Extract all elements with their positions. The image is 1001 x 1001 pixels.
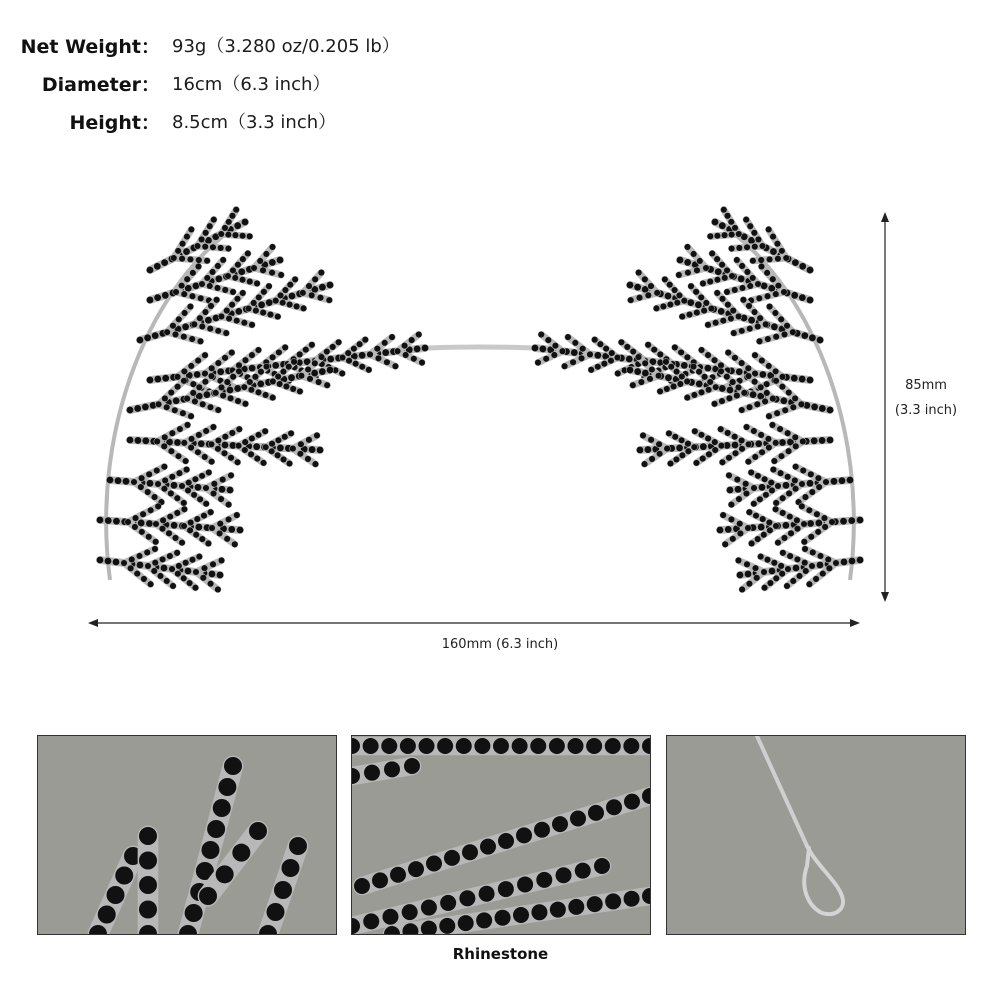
spec-value: 8.5cm（3.3 inch）	[172, 112, 337, 133]
spec-label: Height：	[69, 112, 160, 134]
spec-row-net-weight	[0, 32, 420, 70]
detail-photo-rhinestone-closeup	[351, 735, 651, 935]
tiara-dimension-diagram	[0, 190, 1001, 670]
photo-1-image	[38, 736, 336, 934]
height-label-inch: (3.3 inch)	[894, 403, 958, 418]
spec-label: Net Weight：	[20, 36, 160, 58]
caption: Rhinestone	[452, 945, 549, 963]
photo-2-image	[352, 736, 650, 934]
tiara-illustration	[97, 207, 864, 593]
photo-3-image	[667, 736, 965, 934]
spec-label: Diameter：	[41, 74, 160, 96]
height-label-mm: 85mm	[905, 378, 947, 393]
detail-photo-rhinestone-tips	[37, 735, 337, 935]
spec-value: 16cm（6.3 inch）	[172, 74, 331, 95]
spec-list	[0, 32, 420, 146]
detail-photo-wire-end-loop	[666, 735, 966, 935]
width-dimension-arrow	[88, 619, 860, 627]
width-label: 160mm (6.3 inch)	[441, 637, 559, 652]
height-dimension-arrow	[881, 212, 889, 602]
spec-value: 93g（3.280 oz/0.205 lb）	[172, 36, 400, 57]
spec-row-diameter	[0, 70, 420, 108]
spec-row-height	[0, 108, 420, 146]
